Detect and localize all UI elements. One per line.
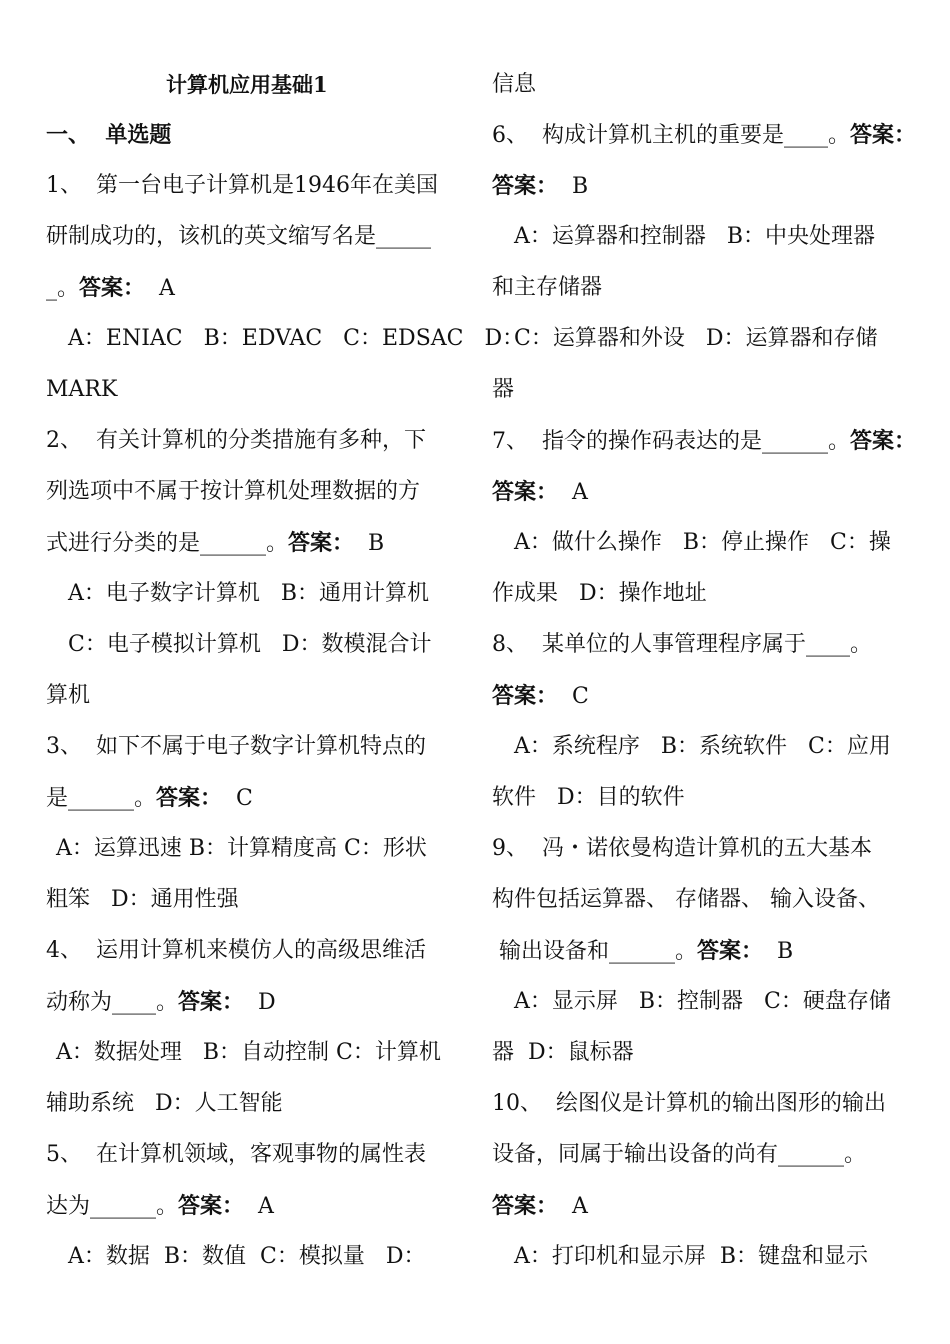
- q1-line3: _。答案： A: [46, 275, 175, 301]
- q1-line1: 1、 第一台电子计算机是1946年在美国: [46, 173, 438, 198]
- doc-title: 计算机应用基础1: [166, 72, 328, 97]
- q4-opt1: A：数据处理 B：自动控制 C：计算机: [56, 1040, 441, 1065]
- q1-answer: A: [159, 276, 175, 301]
- q2-opt2: C：电子模拟计算机 D：数模混合计: [68, 632, 432, 657]
- q4-line2: 动称为____。答案： D: [46, 989, 276, 1015]
- q10-opt1: A：打印机和显示屏 B：键盘和显示: [514, 1244, 869, 1269]
- q3-opt2: 粗笨 D：通用性强: [46, 887, 239, 912]
- q9-opt2: 器 D：鼠标器: [492, 1040, 634, 1065]
- q1-opt2: MARK: [46, 377, 118, 402]
- q3-answer: C: [236, 786, 253, 811]
- q3-opt1: A：运算迅速 B：计算精度高 C：形状: [56, 836, 427, 861]
- q9-line3: 输出设备和______。答案： B: [492, 938, 794, 964]
- q2-line3: 式进行分类的是______。答案： B: [46, 530, 385, 556]
- q6-opt1: A：运算器和控制器 B：中央处理器: [514, 224, 876, 249]
- q1-opt1: A：ENIAC B：EDVAC C：EDSAC D：: [68, 326, 525, 351]
- q7-opt2: 作成果 D：操作地址: [492, 581, 707, 606]
- q2-line1: 2、 有关计算机的分类措施有多种，下: [46, 428, 426, 453]
- q6-opt4: 器: [492, 377, 515, 402]
- q5-line1: 5、 在计算机领域，客观事物的属性表: [46, 1142, 426, 1167]
- q10-answer: A: [572, 1194, 588, 1219]
- q7-line1: 7、 指令的操作码表达的是______。答案：: [492, 428, 916, 454]
- q9-opt1: A：显示屏 B：控制器 C：硬盘存储: [514, 989, 891, 1014]
- q5-answer: A: [258, 1194, 274, 1219]
- q2-line2: 列选项中不属于按计算机处理数据的方: [46, 479, 421, 504]
- q10-line2: 设备，同属于输出设备的尚有______。: [492, 1142, 867, 1167]
- q4-opt2: 辅助系统 D：人工智能: [46, 1091, 283, 1116]
- q8-answer-line: 答案： C: [492, 683, 589, 709]
- q10-answer-line: 答案： A: [492, 1193, 588, 1219]
- q10-line1: 10、 绘图仪是计算机的输出图形的输出: [492, 1091, 886, 1116]
- q9-answer: B: [777, 939, 794, 964]
- q6-answer-line: 答案： B: [492, 173, 589, 199]
- q5-opt2: 信息: [492, 72, 537, 97]
- q9-line1: 9、 冯・诺依曼构造计算机的五大基本: [492, 836, 872, 861]
- q3-line2: 是______。答案： C: [46, 785, 253, 811]
- q2-opt1: A：电子数字计算机 B：通用计算机: [68, 581, 430, 606]
- q5-line2: 达为______。答案： A: [46, 1193, 274, 1219]
- q1-line2: 研制成功的，该机的英文缩写名是_____: [46, 224, 432, 249]
- section-heading: 一、 单选题: [46, 122, 172, 148]
- q7-answer: A: [572, 480, 588, 505]
- q4-answer: D: [258, 990, 276, 1015]
- q8-opt1: A：系统程序 B：系统软件 C：应用: [514, 734, 891, 759]
- q5-opt1: A：数据 B：数值 C：模拟量 D：: [68, 1244, 426, 1269]
- q3-line1: 3、 如下不属于电子数字计算机特点的: [46, 734, 426, 759]
- q7-opt1: A：做什么操作 B：停止操作 C：操: [514, 530, 891, 555]
- q6-line1: 6、 构成计算机主机的重要是____。答案：: [492, 122, 916, 148]
- q8-opt2: 软件 D：目的软件: [492, 785, 685, 810]
- q7-answer-line: 答案： A: [492, 479, 588, 505]
- q2-answer: B: [368, 531, 385, 556]
- q8-answer: C: [572, 684, 589, 709]
- q6-answer: B: [572, 174, 589, 199]
- q6-opt3: C：运算器和外设 D：运算器和存储: [514, 326, 878, 351]
- q2-opt3: 算机: [46, 683, 91, 708]
- q4-line1: 4、 运用计算机来模仿人的高级思维活: [46, 938, 426, 963]
- q9-line2: 构件包括运算器、 存储器、 输入设备、: [492, 887, 880, 912]
- q8-line1: 8、 某单位的人事管理程序属于____。: [492, 632, 872, 657]
- q6-opt2: 和主存储器: [492, 275, 603, 300]
